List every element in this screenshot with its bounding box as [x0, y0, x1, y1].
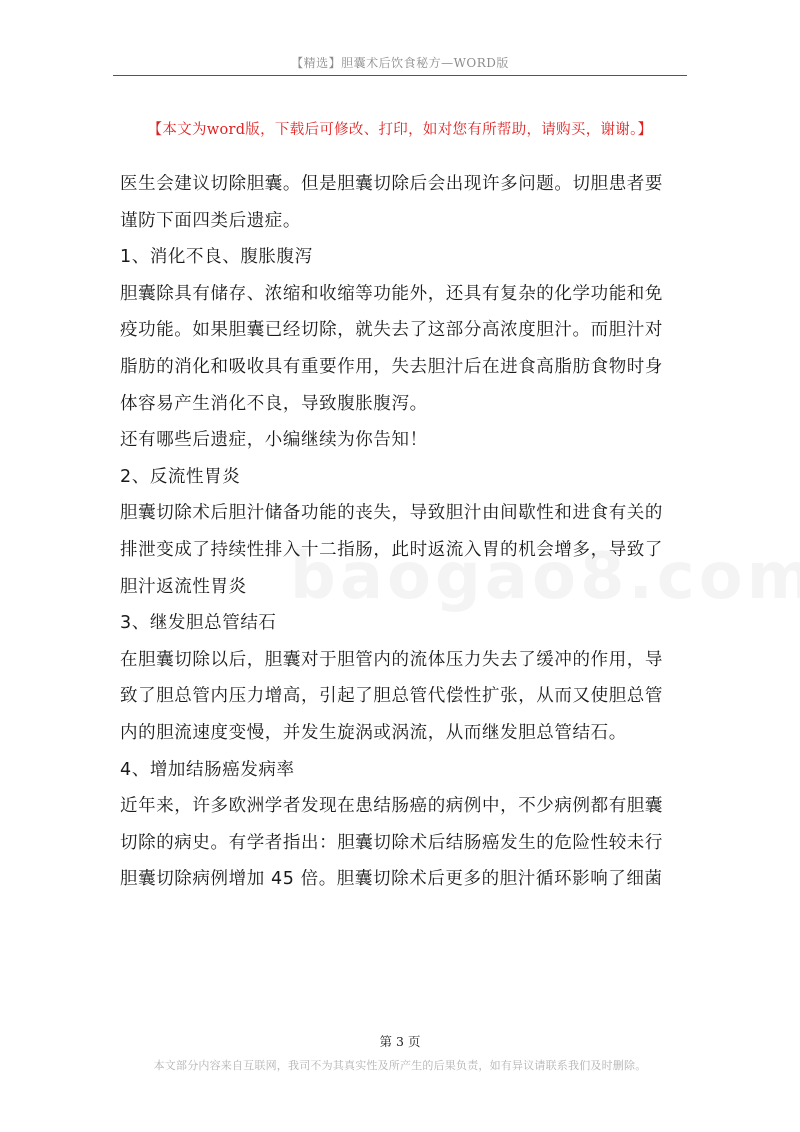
body-line: 在胆囊切除以后，胆囊对于胆管内的流体压力失去了缓冲的作用，导: [120, 649, 663, 670]
page-number: 第 3 页: [379, 1034, 421, 1049]
section-heading: 4、增加结肠癌发病率: [120, 759, 295, 780]
document-body: [120, 166, 690, 898]
footer-disclaimer: 本文部分内容来自互联网，我司不为其真实性及所产生的后果负责，如有异议请联系我们及时删除。: [153, 1059, 647, 1072]
body-line: 近年来，许多欧洲学者发现在患结肠癌的病例中，不少病例都有胆囊: [120, 796, 663, 817]
section-heading: 2、反流性胃炎: [120, 466, 241, 487]
section-heading: 1、消化不良、腹胀腹泻: [120, 247, 313, 268]
purchase-notice: 【本文为word版，下载后可修改、打印，如对您有所帮助，请购买，谢谢。】: [147, 122, 653, 138]
body-line: 胆囊切除病例增加 45 倍。胆囊切除术后更多的胆汁循环影响了细菌: [120, 869, 663, 890]
body-line: 致了胆总管内压力增高，引起了胆总管代偿性扩张，从而又使胆总管: [120, 686, 663, 707]
body-line: 胆囊切除术后胆汁储备功能的丧失，导致胆汁由间歇性和进食有关的: [120, 503, 663, 524]
document-header: 【精选】胆囊术后饮食秘方—WORD版: [291, 56, 509, 70]
transition-line: 还有哪些后遗症，小编继续为你告知！: [120, 430, 428, 451]
body-line: 内的胆流速度变慢，并发生旋涡或涡流，从而继发胆总管结石。: [120, 722, 627, 743]
body-line: 医生会建议切除胆囊。但是胆囊切除后会出现许多问题。切胆患者要: [120, 174, 663, 194]
body-line: 谨防下面四类后遗症。: [120, 210, 301, 231]
body-line: 疫功能。如果胆囊已经切除，就失去了这部分高浓度胆汁。而胆汁对: [120, 320, 663, 341]
header-divider: [113, 75, 687, 76]
section-heading: 3、继发胆总管结石: [120, 613, 277, 634]
body-line: 排泄变成了持续性排入十二指肠，此时返流入胃的机会增多，导致了: [120, 539, 663, 560]
body-line: 体容易产生消化不良，导致腹胀腹泻。: [120, 393, 428, 414]
body-line: 胆囊除具有储存、浓缩和收缩等功能外，还具有复杂的化学功能和免: [120, 283, 663, 304]
body-line: 脂肪的消化和吸收具有重要作用，失去胆汁后在进食高脂肪食物时身: [120, 356, 663, 377]
body-line: 胆汁返流性胃炎: [120, 576, 247, 597]
body-line: 切除的病史。有学者指出：胆囊切除术后结肠癌发生的危险性较未行: [120, 832, 663, 853]
